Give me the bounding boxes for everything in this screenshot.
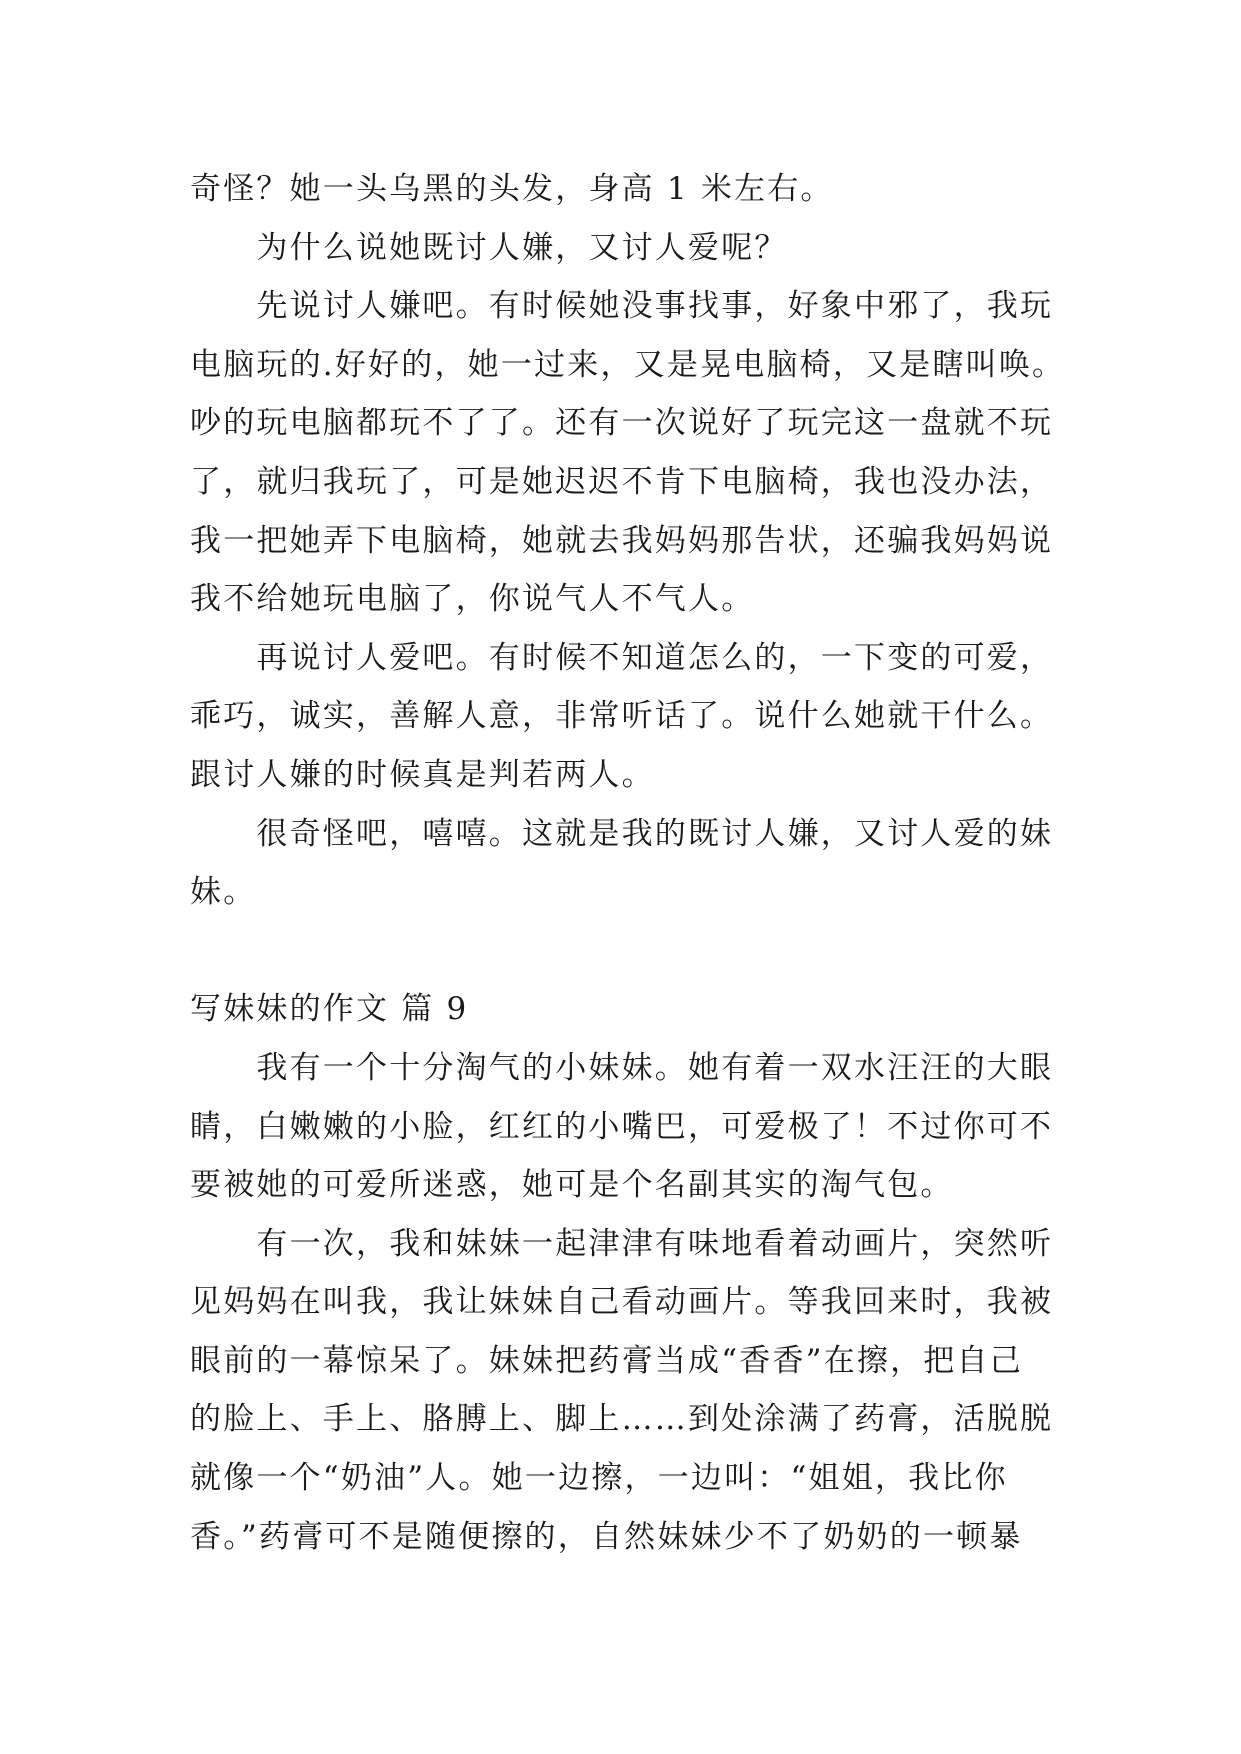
text-line: 电脑玩的.好好的，她一过来，又是晃电脑椅，又是瞎叫唤。 — [190, 346, 1066, 383]
text-line: 吵的玩电脑都玩不了了。还有一次说好了玩完这一盘就不玩 — [190, 405, 1054, 442]
text-line: 乖巧，诚实，善解人意，非常听话了。说什么她就干什么。 — [190, 698, 1054, 735]
text-line: 妹。 — [190, 874, 257, 911]
text-line: 见妈妈在叫我，我让妹妹自己看动画片。等我回来时，我被 — [190, 1284, 1054, 1321]
document-body — [190, 160, 1070, 1566]
text-line: 香。”药膏可不是随便擦的，自然妹妹少不了奶奶的一顿暴 — [190, 1518, 1023, 1555]
text-line: 再说讨人爱吧。有时候不知道怎么的，一下变的可爱， — [190, 639, 1054, 676]
text-line: 了，就归我玩了，可是她迟迟不肯下电脑椅，我也没办法， — [190, 463, 1054, 500]
text-line: 跟讨人嫌的时候真是判若两人。 — [190, 756, 655, 793]
text-line: 有一次，我和妹妹一起津津有味地看着动画片，突然听 — [190, 1225, 1054, 1262]
text-line: 我一把她弄下电脑椅，她就去我妈妈那告状，还骗我妈妈说 — [190, 522, 1054, 559]
text-line: 我不给她玩电脑了，你说气人不气人。 — [190, 581, 755, 618]
text-line: 睛，白嫩嫩的小脸，红红的小嘴巴，可爱极了！不过你可不 — [190, 1108, 1054, 1145]
section-gap — [190, 922, 1070, 981]
text-line: 先说讨人嫌吧。有时候她没事找事，好象中邪了，我玩 — [190, 288, 1054, 325]
text-line: 很奇怪吧，嘻嘻。这就是我的既讨人嫌，又讨人爱的妹 — [190, 815, 1054, 852]
section-heading: 写妹妹的作文 篇 9 — [190, 991, 469, 1028]
text-line: 奇怪？她一头乌黑的头发，身高 1 米左右。 — [190, 171, 834, 207]
text-line: 要被她的可爱所迷惑，她可是个名副其实的淘气包。 — [190, 1167, 954, 1204]
text-line: 为什么说她既讨人嫌，又讨人爱呢？ — [190, 229, 788, 266]
text-line: 的脸上、手上、胳膊上、脚上……到处涂满了药膏，活脱脱 — [190, 1401, 1054, 1438]
text-line: 眼前的一幕惊呆了。妹妹把药膏当成“香香”在擦，把自己 — [190, 1342, 1023, 1379]
text-line: 就像一个“奶油”人。她一边擦，一边叫：“姐姐，我比你 — [190, 1460, 1008, 1497]
text-line: 我有一个十分淘气的小妹妹。她有着一双水汪汪的大眼 — [190, 1049, 1054, 1086]
